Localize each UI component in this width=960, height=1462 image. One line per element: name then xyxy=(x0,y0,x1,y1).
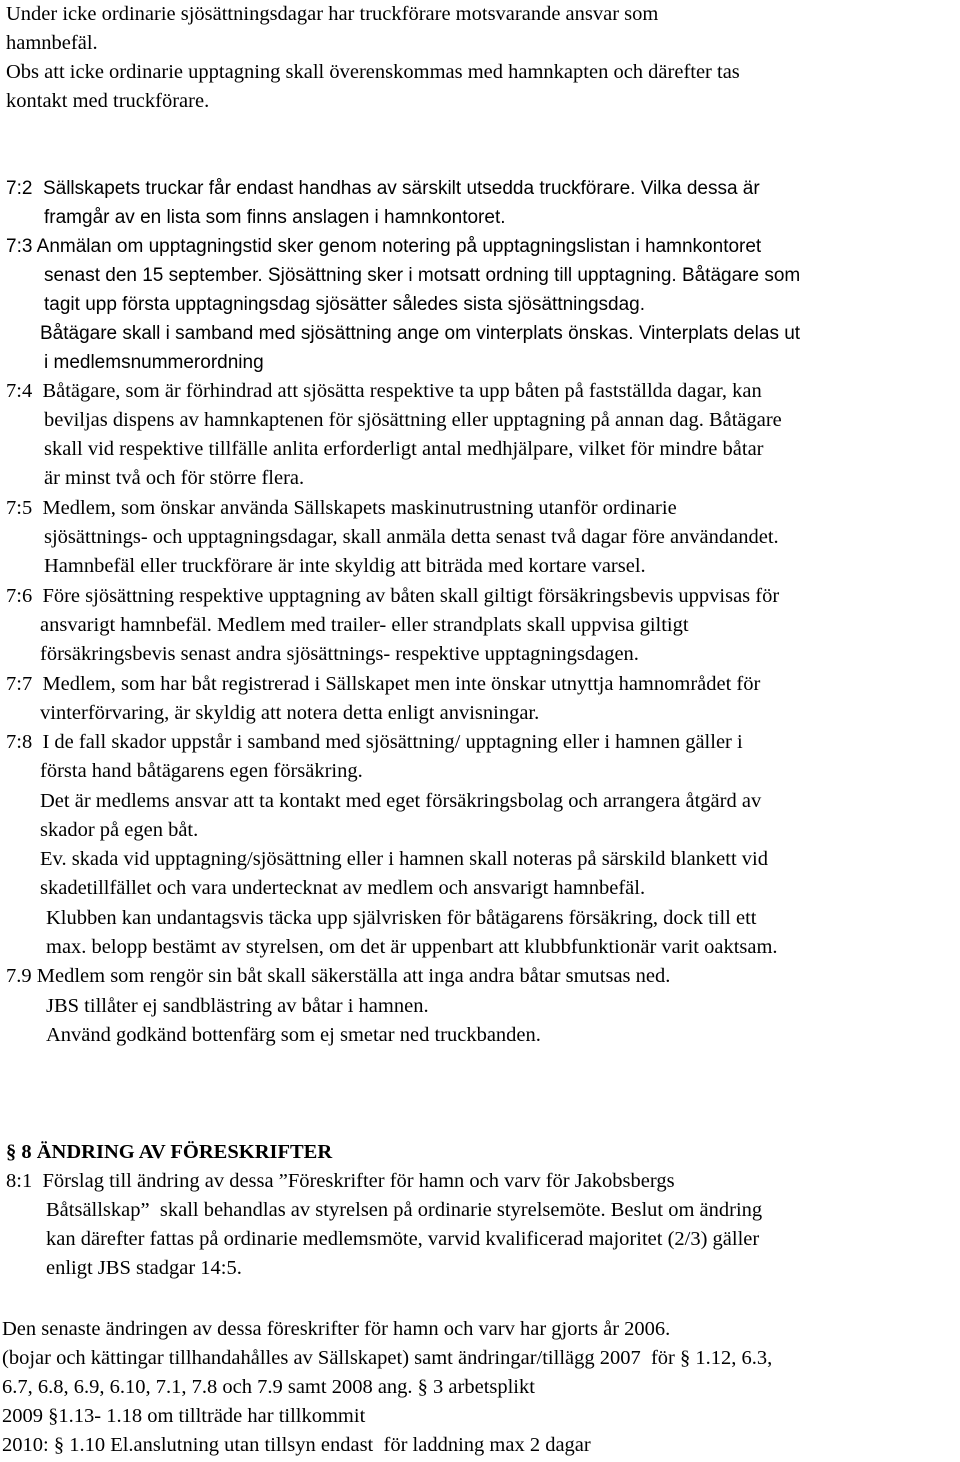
text-line: Båtsällskap” skall behandlas av styrelsen på ordinarie styrelsemöte. Beslut om ändring xyxy=(46,1199,763,1221)
text-line: 2009 §1.13- 1.18 om tillträde har tillkommit xyxy=(2,1405,366,1427)
text-line: ansvarigt hamnbefäl. Medlem med trailer- eller strandplats skall uppvisa giltigt xyxy=(40,614,689,636)
text-line: Det är medlems ansvar att ta kontakt med eget försäkringsbolag och arrangera åtgärd av xyxy=(40,790,762,812)
text-line: i medlemsnummerordning xyxy=(44,352,264,373)
text-line: senast den 15 september. Sjösättning sker i motsatt ordning till upptagning. Båtägare som xyxy=(44,265,801,286)
text-line: Klubben kan undantagsvis täcka upp självrisken för båtägarens försäkring, dock till ett xyxy=(46,907,757,929)
text-line: (bojar och kättingar tillhandahålles av Sällskapet) samt ändringar/tillägg 2007 för § 1.12, 6.3, xyxy=(2,1347,773,1369)
text-line: 7:8 I de fall skador uppstår i samband med sjösättning/ upptagning eller i hamnen gäller i xyxy=(6,731,743,753)
text-line: 7:5 Medlem, som önskar använda Sällskapets maskinutrustning utanför ordinarie xyxy=(6,497,677,519)
text-line: framgår av en lista som finns anslagen i hamnkontoret. xyxy=(44,207,506,228)
text-line: sjösättnings- och upptagningsdagar, skall anmäla detta senast två dagar före användandet. xyxy=(44,526,779,548)
text-line: kontakt med truckförare. xyxy=(6,90,210,112)
text-line: skall vid respektive tillfälle anlita erforderligt antal medhjälpare, vilket för mindre båtar xyxy=(44,438,764,460)
text-line: skador på egen båt. xyxy=(40,819,199,841)
text-line: Hamnbefäl eller truckförare är inte skyldig att biträda med kortare varsel. xyxy=(44,555,646,577)
text-line: Den senaste ändringen av dessa föreskrifter för hamn och varv har gjorts år 2006. xyxy=(2,1318,671,1340)
text-line: 7:6 Före sjösättning respektive upptagning av båten skall giltigt försäkringsbevis uppvisas för xyxy=(6,585,780,607)
text-line: första hand båtägarens egen försäkring. xyxy=(40,760,363,782)
section-heading: § 8 ÄNDRING AV FÖRESKRIFTER xyxy=(6,1141,333,1163)
text-line: enligt JBS stadgar 14:5. xyxy=(46,1257,242,1279)
text-line: 7.9 Medlem som rengör sin båt skall säkerställa att inga andra båtar smutsas ned. xyxy=(6,965,671,987)
text-line: 7:7 Medlem, som har båt registrerad i Sällskapet men inte önskar utnyttja hamnområdet för xyxy=(6,673,761,695)
text-line: vinterförvaring, är skyldig att notera detta enligt anvisningar. xyxy=(40,702,540,724)
text-line: 7:3 Anmälan om upptagningstid sker genom notering på upptagningslistan i hamnkontoret xyxy=(6,236,762,257)
text-line: Ev. skada vid upptagning/sjösättning eller i hamnen skall noteras på särskild blankett vid xyxy=(40,848,768,870)
text-line: JBS tillåter ej sandblästring av båtar i hamnen. xyxy=(46,995,429,1017)
text-line: 7:4 Båtägare, som är förhindrad att sjösätta respektive ta upp båten på fastställda dagar, kan xyxy=(6,380,762,402)
text-line: tagit upp första upptagningsdag sjösätter således sista sjösättningsdag. xyxy=(44,294,645,315)
text-line: försäkringsbevis senast andra sjösättnings- respektive upptagningsdagen. xyxy=(40,643,639,665)
text-line: 7:2 Sällskapets truckar får endast handhas av särskilt utsedda truckförare. Vilka dessa är xyxy=(6,178,760,199)
text-line: Båtägare skall i samband med sjösättning ange om vinterplats önskas. Vinterplats delas ut xyxy=(40,323,801,344)
text-line: max. belopp bestämt av styrelsen, om det är uppenbart att klubbfunktionär varit oaktsam. xyxy=(46,936,778,958)
text-line: kan därefter fattas på ordinarie medlemsmöte, varvid kvalificerad majoritet (2/3) gäller xyxy=(46,1228,760,1250)
text-line: hamnbefäl. xyxy=(6,32,98,54)
text-line: 2010: § 1.10 El.anslutning utan tillsyn endast för laddning max 2 dagar xyxy=(2,1434,591,1456)
text-line: Obs att icke ordinarie upptagning skall överenskommas med hamnkapten och därefter tas xyxy=(6,61,740,83)
text-line: Använd godkänd bottenfärg som ej smetar ned truckbanden. xyxy=(46,1024,541,1046)
text-line: skadetillfället och vara undertecknat av medlem och ansvarigt hamnbefäl. xyxy=(40,877,646,899)
text-line: 8:1 Förslag till ändring av dessa ”Föreskrifter för hamn och varv för Jakobsbergs xyxy=(6,1170,675,1192)
text-line: är minst två och för större flera. xyxy=(44,467,305,489)
text-line: beviljas dispens av hamnkaptenen för sjösättning eller upptagning på annan dag. Båtägare xyxy=(44,409,782,431)
text-line: 6.7, 6.8, 6.9, 6.10, 7.1, 7.8 och 7.9 samt 2008 ang. § 3 arbetsplikt xyxy=(2,1376,535,1398)
text-line: Under icke ordinarie sjösättningsdagar har truckförare motsvarande ansvar som xyxy=(6,3,659,25)
